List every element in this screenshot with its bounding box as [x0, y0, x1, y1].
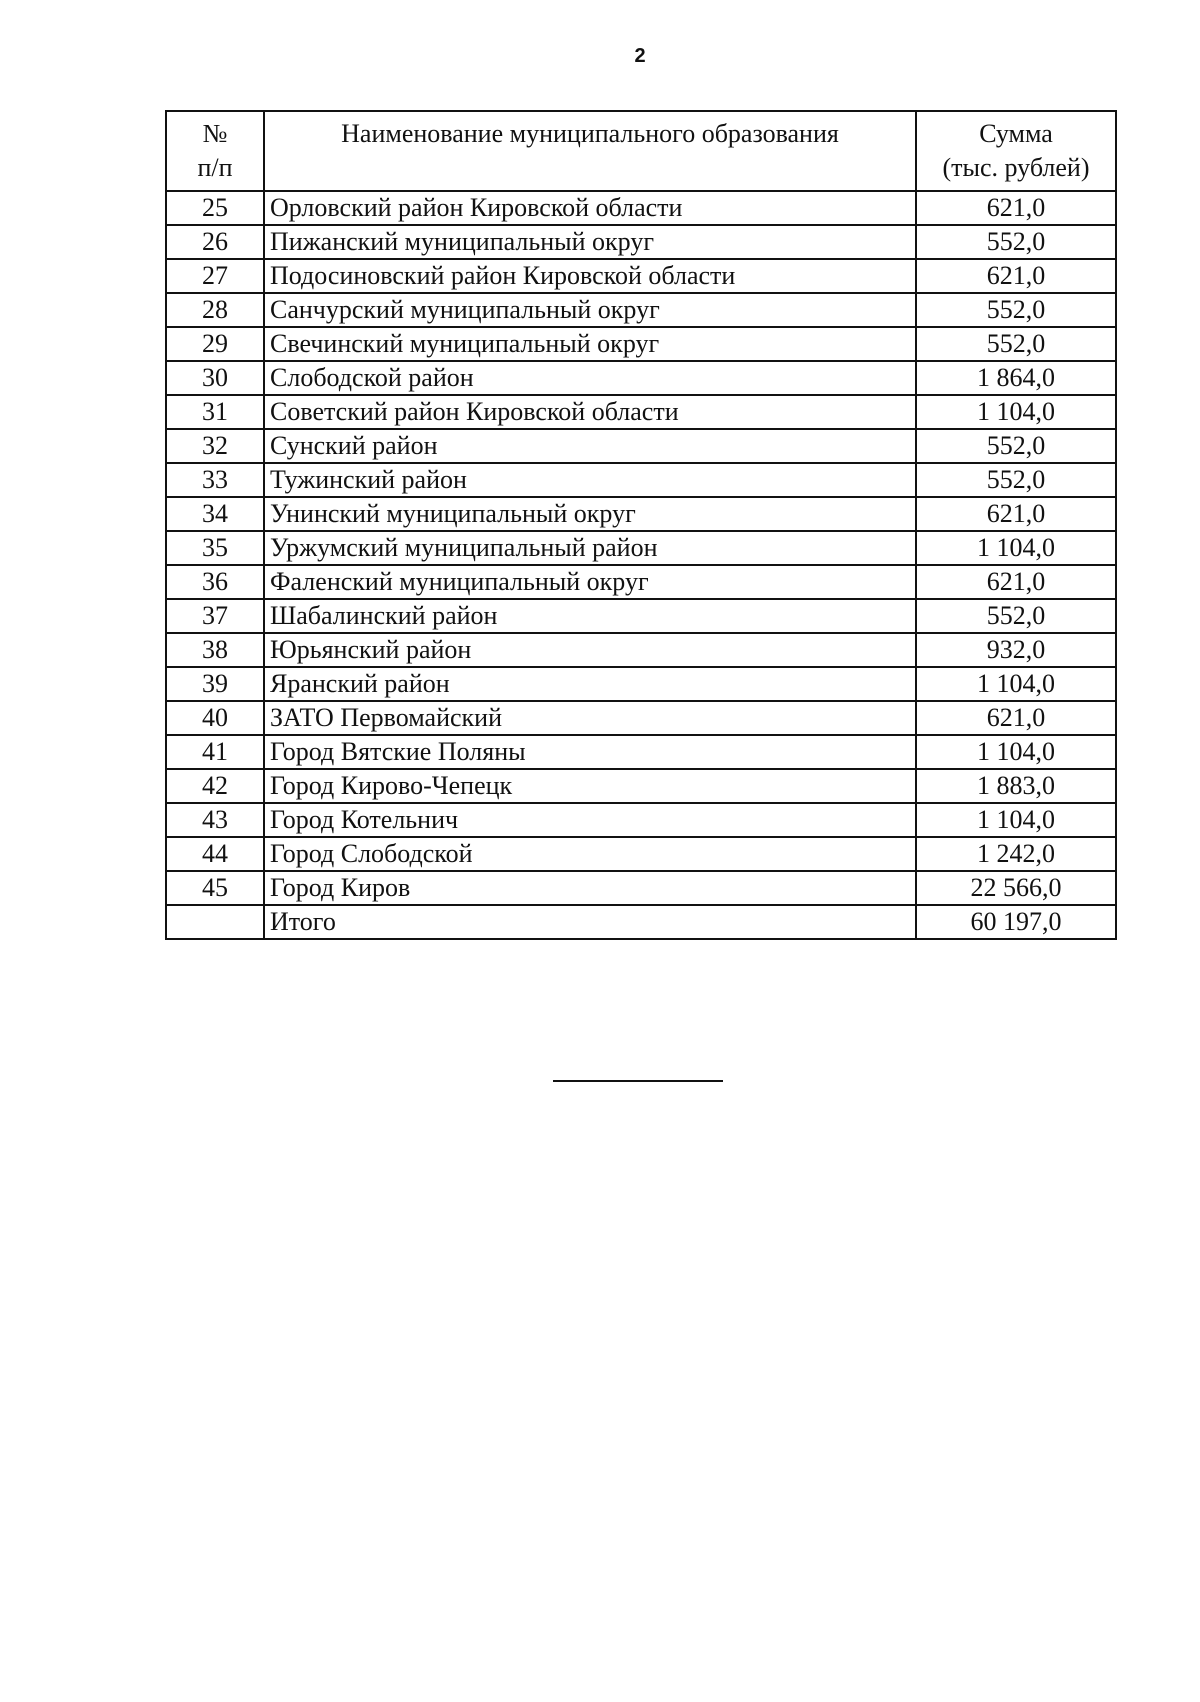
table-row: [166, 429, 1116, 463]
row-municipality-name: ЗАТО Первомайский: [264, 701, 916, 735]
row-sum: 1 864,0: [916, 361, 1116, 395]
row-municipality-name: Юрьянский район: [264, 633, 916, 667]
row-municipality-name: Город Слободской: [264, 837, 916, 871]
row-number: 36: [166, 565, 264, 599]
row-number: 27: [166, 259, 264, 293]
row-municipality-name: Пижанский муниципальный округ: [264, 225, 916, 259]
row-number: 42: [166, 769, 264, 803]
table-row: [166, 667, 1116, 701]
allocation-table: [165, 110, 1117, 940]
header-sum: [916, 111, 1116, 191]
table-row: [166, 191, 1116, 225]
table-row: [166, 633, 1116, 667]
table-row: [166, 871, 1116, 905]
total-number: [166, 905, 264, 939]
row-sum: 932,0: [916, 633, 1116, 667]
row-number: 43: [166, 803, 264, 837]
row-sum: 1 104,0: [916, 803, 1116, 837]
row-number: 29: [166, 327, 264, 361]
table-body: [166, 191, 1116, 905]
row-municipality-name: Советский район Кировской области: [264, 395, 916, 429]
row-municipality-name: Город Киров: [264, 871, 916, 905]
row-number: 40: [166, 701, 264, 735]
row-sum: 621,0: [916, 259, 1116, 293]
row-sum: 552,0: [916, 463, 1116, 497]
row-sum: 552,0: [916, 599, 1116, 633]
row-municipality-name: Тужинский район: [264, 463, 916, 497]
total-row: [166, 905, 1116, 939]
row-number: 45: [166, 871, 264, 905]
row-municipality-name: Санчурский муниципальный округ: [264, 293, 916, 327]
total-sum: 60 197,0: [916, 905, 1116, 939]
table-header: [166, 111, 1116, 191]
row-number: 35: [166, 531, 264, 565]
row-sum: 552,0: [916, 327, 1116, 361]
row-municipality-name: Город Кирово-Чепецк: [264, 769, 916, 803]
table-row: [166, 463, 1116, 497]
header-name: Наименование муниципального образования: [264, 111, 916, 191]
row-municipality-name: Фаленский муниципальный округ: [264, 565, 916, 599]
row-municipality-name: Орловский район Кировской области: [264, 191, 916, 225]
table-row: [166, 395, 1116, 429]
table-row: [166, 361, 1116, 395]
header-row: [166, 111, 1116, 191]
row-number: 38: [166, 633, 264, 667]
row-sum: 1 242,0: [916, 837, 1116, 871]
row-sum: 552,0: [916, 225, 1116, 259]
row-municipality-name: Слободской район: [264, 361, 916, 395]
header-sum-line2: (тыс. рублей): [942, 152, 1090, 182]
total-label: Итого: [264, 905, 916, 939]
row-municipality-name: Шабалинский район: [264, 599, 916, 633]
table-row: [166, 565, 1116, 599]
row-municipality-name: Подосиновский район Кировской области: [264, 259, 916, 293]
row-municipality-name: Свечинский муниципальный округ: [264, 327, 916, 361]
row-sum: 621,0: [916, 565, 1116, 599]
row-municipality-name: Яранский район: [264, 667, 916, 701]
table-row: [166, 531, 1116, 565]
row-number: 25: [166, 191, 264, 225]
row-sum: 1 104,0: [916, 531, 1116, 565]
row-number: 44: [166, 837, 264, 871]
row-number: 26: [166, 225, 264, 259]
row-municipality-name: Город Вятские Поляны: [264, 735, 916, 769]
table-row: [166, 599, 1116, 633]
table-row: [166, 497, 1116, 531]
row-number: 39: [166, 667, 264, 701]
table-footer: [166, 905, 1116, 939]
row-sum: 621,0: [916, 497, 1116, 531]
row-number: 34: [166, 497, 264, 531]
row-number: 28: [166, 293, 264, 327]
table-row: [166, 701, 1116, 735]
table-row: [166, 327, 1116, 361]
row-sum: 1 883,0: [916, 769, 1116, 803]
table-row: [166, 225, 1116, 259]
row-sum: 22 566,0: [916, 871, 1116, 905]
table-row: [166, 259, 1116, 293]
table-row: [166, 735, 1116, 769]
row-sum: 552,0: [916, 429, 1116, 463]
row-number: 33: [166, 463, 264, 497]
row-number: 37: [166, 599, 264, 633]
row-sum: 1 104,0: [916, 395, 1116, 429]
row-number: 31: [166, 395, 264, 429]
header-number-line2: п/п: [197, 152, 233, 182]
table-row: [166, 837, 1116, 871]
table-row: [166, 769, 1116, 803]
row-municipality-name: Уржумский муниципальный район: [264, 531, 916, 565]
row-number: 30: [166, 361, 264, 395]
row-sum: 621,0: [916, 701, 1116, 735]
header-number-line1: №: [202, 119, 228, 148]
page-number: 2: [634, 45, 646, 67]
table-row: [166, 803, 1116, 837]
row-number: 41: [166, 735, 264, 769]
row-sum: 552,0: [916, 293, 1116, 327]
allocation-table-container: [165, 110, 1115, 940]
header-number: [166, 111, 264, 191]
closing-divider-line: [553, 1080, 723, 1082]
row-sum: 1 104,0: [916, 735, 1116, 769]
row-municipality-name: Сунский район: [264, 429, 916, 463]
row-municipality-name: Унинский муниципальный округ: [264, 497, 916, 531]
row-sum: 621,0: [916, 191, 1116, 225]
row-number: 32: [166, 429, 264, 463]
table-row: [166, 293, 1116, 327]
row-municipality-name: Город Котельнич: [264, 803, 916, 837]
header-sum-line1: Сумма: [979, 119, 1053, 148]
row-sum: 1 104,0: [916, 667, 1116, 701]
